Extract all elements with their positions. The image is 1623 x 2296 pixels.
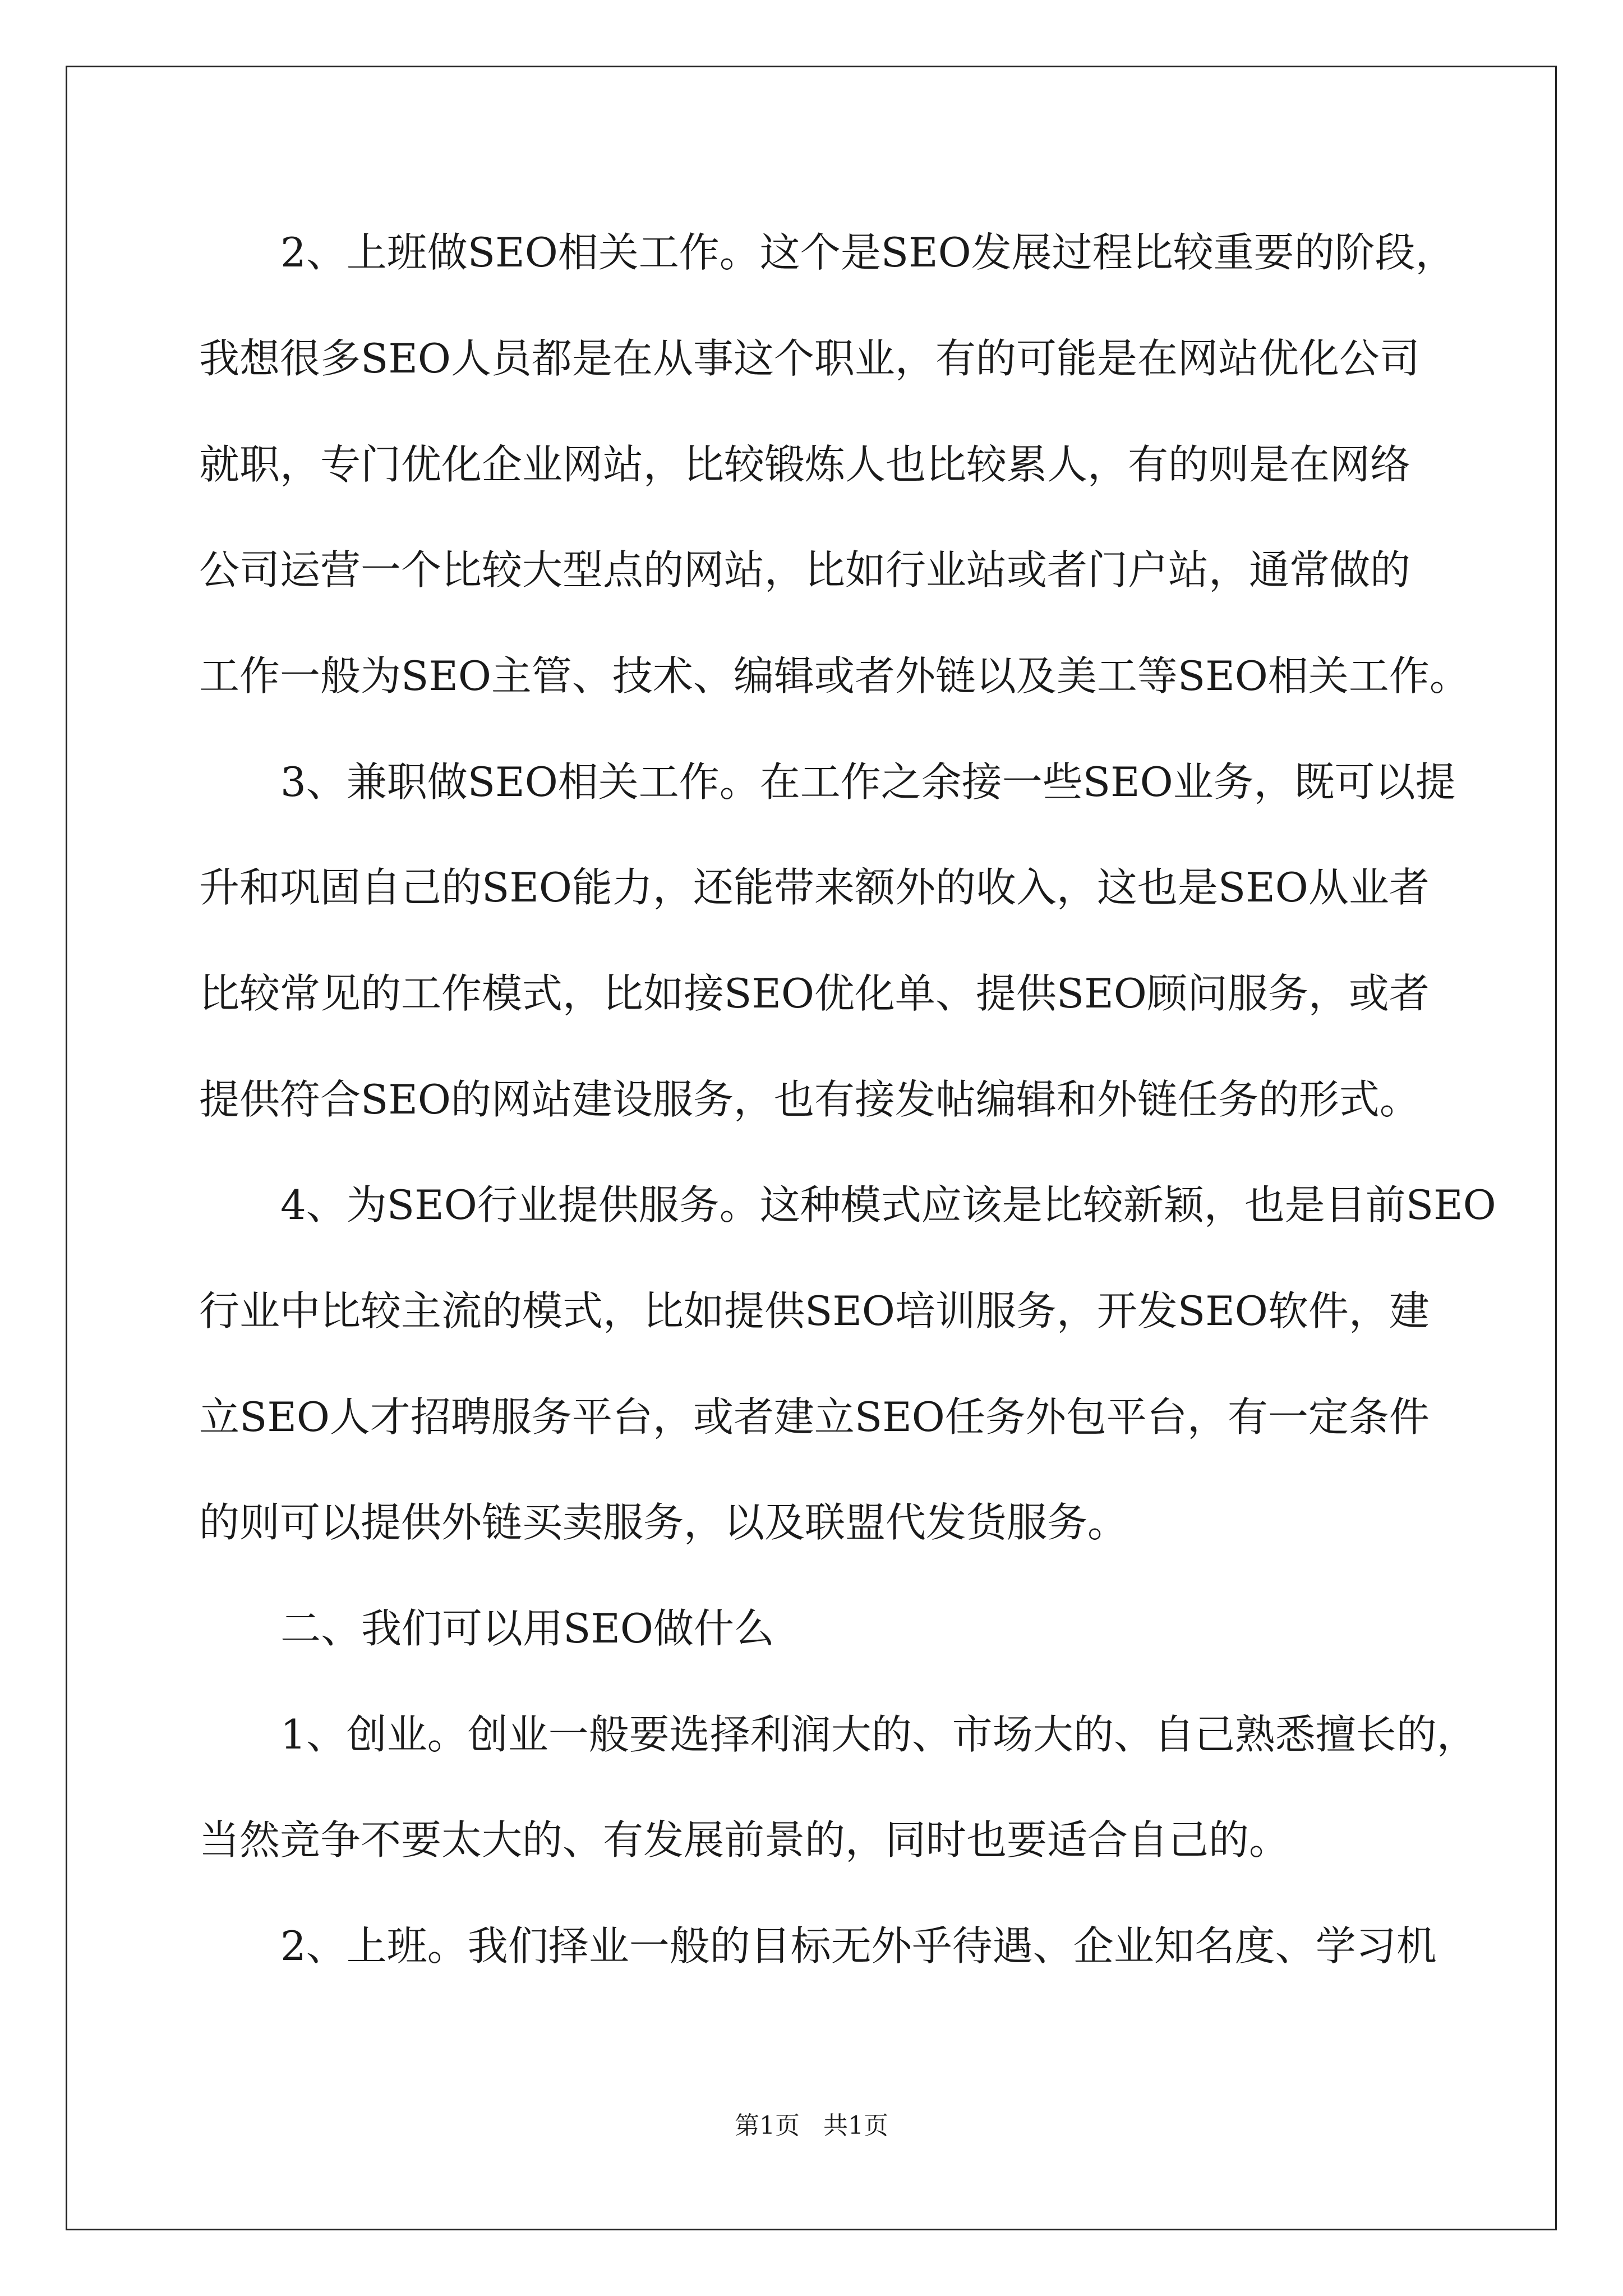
page-footer: 第1页 共1页 (735, 2111, 888, 2140)
paragraph-2-line-4: 公司运营一个比较大型点的网站，比如行业站或者门户站，通常做的 (199, 546, 1411, 593)
section-heading: 二、我们可以用SEO做什么 (280, 1605, 774, 1652)
paragraph-4-line-1: 4、为SEO行业提供服务。这种模式应该是比较新颖，也是目前SEO (280, 1181, 1496, 1228)
paragraph-2-line-3: 就职，专门优化企业网站，比较锻炼人也比较累人，有的则是在网络 (199, 441, 1411, 488)
paragraph-3-line-2: 升和巩固自己的SEO能力，还能带来额外的收入，这也是SEO从业者 (199, 864, 1430, 911)
paragraph-4-line-2: 行业中比较主流的模式，比如提供SEO培训服务，开发SEO软件，建 (199, 1287, 1430, 1335)
paragraph-2-line-2: 我想很多SEO人员都是在从事这个职业，有的可能是在网站优化公司 (199, 335, 1420, 382)
page-border (66, 66, 1557, 2230)
paragraph-2-line-1: 2、上班做SEO相关工作。这个是SEO发展过程比较重要的阶段， (280, 229, 1456, 276)
item-1-line-2: 当然竞争不要太大的、有发展前景的，同时也要适合自己的。 (199, 1816, 1290, 1864)
paragraph-4-line-4: 的则可以提供外链买卖服务，以及联盟代发货服务。 (199, 1499, 1128, 1546)
item-1-line-1: 1、创业。创业一般要选择利润大的、市场大的、自己熟悉擅长的， (280, 1711, 1477, 1758)
item-2-line-1: 2、上班。我们择业一般的目标无外乎待遇、企业知名度、学习机 (280, 1922, 1437, 1970)
paragraph-3-line-4: 提供符合SEO的网站建设服务，也有接发帖编辑和外链任务的形式。 (199, 1076, 1420, 1123)
paragraph-3-line-3: 比较常见的工作模式，比如接SEO优化单、提供SEO顾问服务，或者 (199, 970, 1430, 1017)
paragraph-4-line-3: 立SEO人才招聘服务平台，或者建立SEO任务外包平台，有一定条件 (199, 1393, 1430, 1441)
paragraph-2-line-5: 工作一般为SEO主管、技术、编辑或者外链以及美工等SEO相关工作。 (199, 652, 1470, 700)
paragraph-3-line-1: 3、兼职做SEO相关工作。在工作之余接一些SEO业务，既可以提 (280, 758, 1456, 806)
